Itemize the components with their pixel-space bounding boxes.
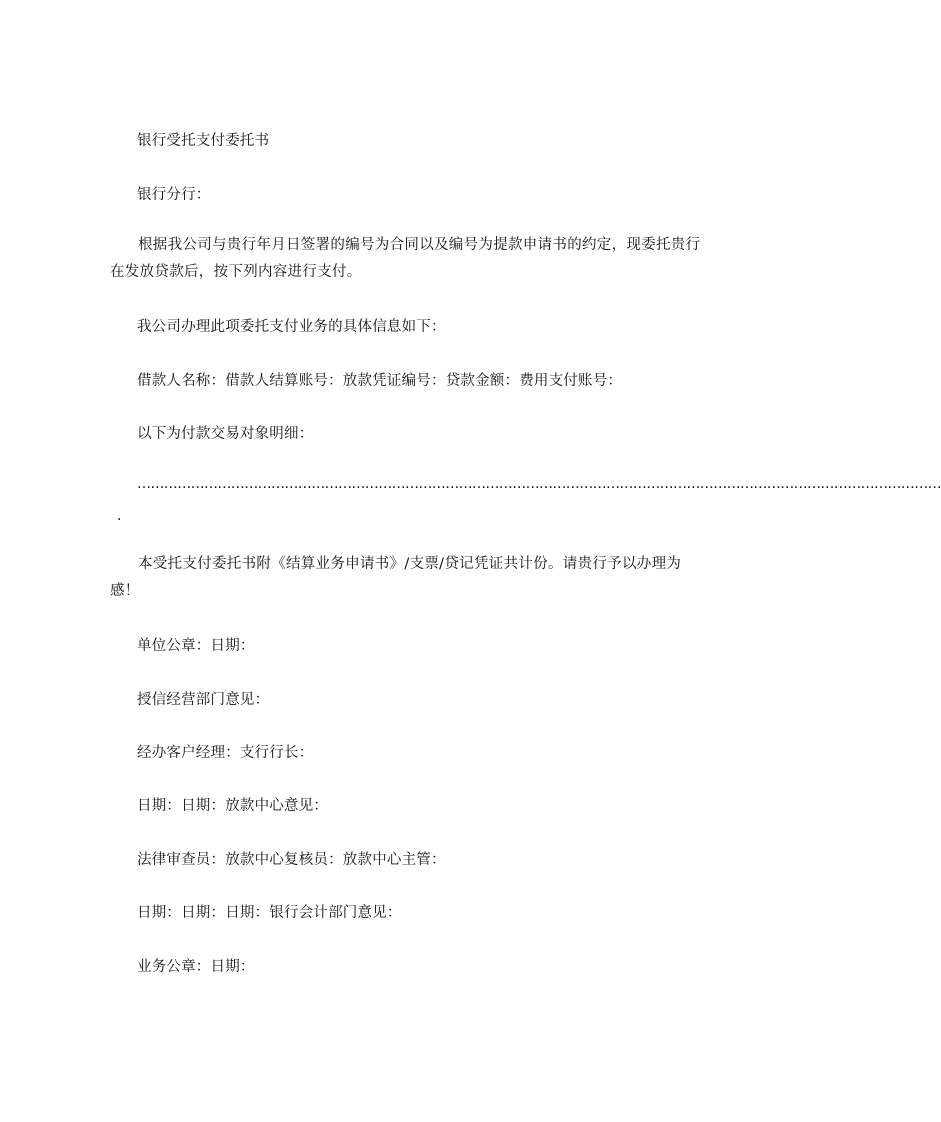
intro-paragraph: 根据我公司与贵行年月日签署的编号为合同以及编号为提款申请书的约定，现委托贵行在发放贷款后，按下列内容进行支付。 — [110, 237, 701, 280]
date-accounting-line: 日期：日期：日期：银行会计部门意见： — [137, 905, 402, 921]
manager-line: 经办客户经理：支行行长： — [137, 745, 314, 761]
branch-line: 银行分行： — [137, 187, 211, 203]
legal-review-line: 法律审查员：放款中心复核员：放款中心主管： — [137, 852, 446, 868]
business-seal-line: 业务公章：日期： — [137, 959, 255, 975]
detail-heading: 以下为付款交易对象明细： — [137, 426, 314, 442]
credit-dept-line: 授信经营部门意见： — [137, 692, 270, 708]
date-center-line: 日期：日期：放款中心意见： — [137, 798, 329, 814]
dotted-leader-end: . — [117, 508, 122, 524]
document-title: 银行受托支付委托书 — [137, 133, 270, 149]
company-seal-line: 单位公章：日期： — [137, 638, 255, 654]
info-heading: 我公司办理此项委托支付业务的具体信息如下： — [137, 319, 446, 335]
attachment-note: 本受托支付委托书附《结算业务申请书》/支票/贷记凭证共计份。请贵行予以办理为感！ — [110, 556, 682, 599]
dotted-leader: ……………………………………………………………………………………………………………………………………………………………… — [137, 476, 941, 492]
info-fields: 借款人名称：借款人结算账号：放款凭证编号：贷款金额：费用支付账号： — [137, 373, 623, 389]
